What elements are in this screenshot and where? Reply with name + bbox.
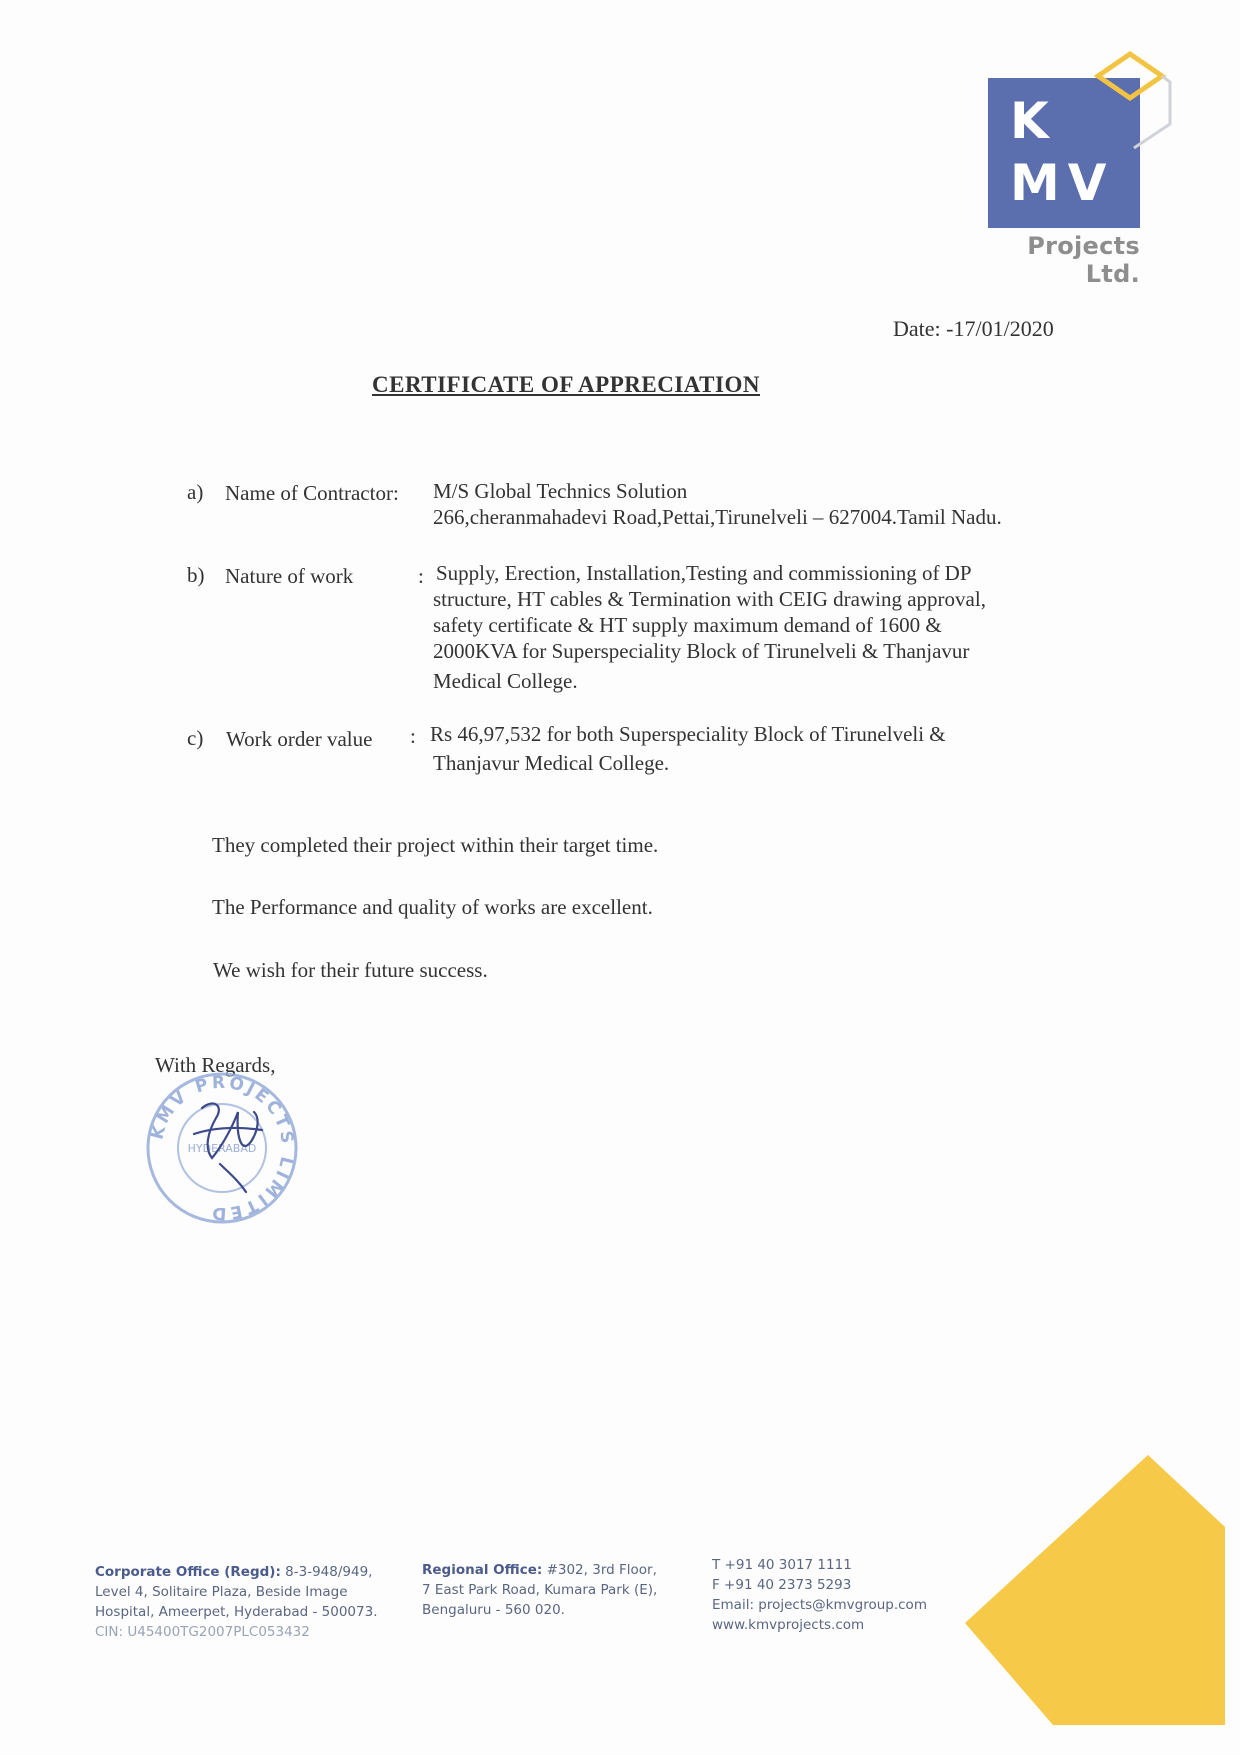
contractor-name: M/S Global Technics Solution <box>433 479 688 503</box>
work-nature-line: structure, HT cables & Termination with CEIG drawing approval, <box>433 587 986 611</box>
closing-line-2: The Performance and quality of works are excellent. <box>212 895 653 919</box>
work-nature-line: Supply, Erection, Installation,Testing and commissioning of DP <box>436 561 972 585</box>
logo-subtitle: Projects Ltd. <box>1027 232 1140 288</box>
yellow-corner-shape <box>965 1455 1240 1725</box>
work-nature-line: 2000KVA for Superspeciality Block of Tirunelveli & Thanjavur <box>433 639 970 663</box>
corporate-line3: Hospital, Ameerpet, Hyderabad - 500073. <box>95 1604 378 1620</box>
website-link[interactable]: www.kmvprojects.com <box>712 1617 865 1633</box>
work-nature-line: safety certificate & HT supply maximum demand of 1600 & <box>433 613 942 637</box>
item-b-colon: : <box>418 564 424 588</box>
certificate-date: Date: -17/01/2020 <box>893 316 1054 341</box>
company-cin: CIN: U45400TG2007PLC053432 <box>95 1624 310 1640</box>
contact-block <box>712 1555 927 1635</box>
corporate-office-label: Corporate Office (Regd): <box>95 1564 281 1580</box>
corporate-office-block <box>95 1562 378 1642</box>
corporate-line1: 8-3-948/949, <box>285 1564 373 1580</box>
logo-letter-k: K <box>1010 92 1051 150</box>
regional-line2: 7 East Park Road, Kumara Park (E), <box>422 1582 658 1598</box>
regional-line3: Bengaluru - 560 020. <box>422 1602 565 1618</box>
item-c-colon: : <box>410 724 416 748</box>
closing-line-3: We wish for their future success. <box>213 958 488 982</box>
regional-line1: #302, 3rd Floor, <box>546 1562 657 1578</box>
work-order-value: Rs 46,97,532 for both Superspeciality Block of Tirunelveli & <box>430 722 946 746</box>
regards-text: With Regards, <box>155 1053 276 1077</box>
phone-number: T +91 40 3017 1111 <box>712 1557 852 1573</box>
logo-cube-icon <box>1090 48 1172 160</box>
corporate-line2: Level 4, Solitaire Plaza, Beside Image <box>95 1584 348 1600</box>
company-stamp-icon <box>142 1068 302 1228</box>
svg-text:HYDERABAD: HYDERABAD <box>187 1142 257 1155</box>
logo-letters-mv: MV <box>1010 154 1115 212</box>
svg-text:KMV PROJECTS LIMITED: KMV PROJECTS LIMITED <box>147 1072 298 1224</box>
fax-number: F +91 40 2373 5293 <box>712 1577 852 1593</box>
item-b-label: Nature of work <box>225 564 354 588</box>
item-a-label: Name of Contractor: <box>225 481 399 505</box>
work-order-value-cont: Thanjavur Medical College. <box>433 751 670 775</box>
work-nature-line: Medical College. <box>433 669 578 693</box>
item-a-letter: a) <box>187 480 204 504</box>
regional-office-block <box>422 1560 657 1620</box>
item-c-label: Work order value <box>226 727 373 751</box>
item-c-letter: c) <box>187 726 204 750</box>
regional-office-label: Regional Office: <box>422 1562 543 1578</box>
page-title: CERTIFICATE OF APPRECIATION <box>372 372 760 397</box>
email-link[interactable]: Email: projects@kmvgroup.com <box>712 1597 927 1613</box>
contractor-address: 266,cheranmahadevi Road,Pettai,Tirunelveli – 627004.Tamil Nadu. <box>433 505 1002 529</box>
closing-line-1: They completed their project within their target time. <box>212 833 659 857</box>
item-b-letter: b) <box>187 563 205 587</box>
